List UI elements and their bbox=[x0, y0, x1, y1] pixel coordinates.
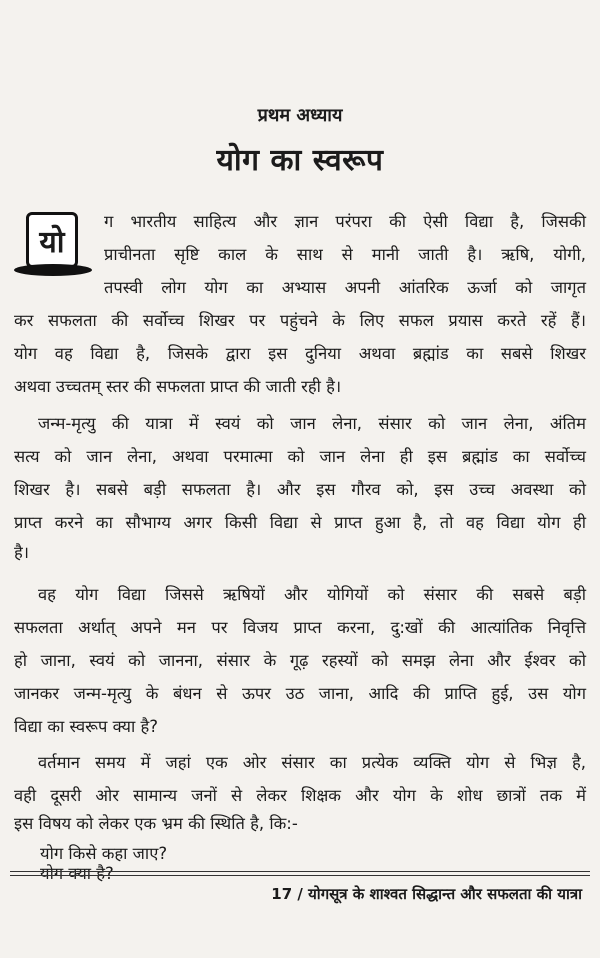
text-line: वही दूसरी ओर सामान्य जनों से लेकर शिक्षक और योग के शोध छात्रों तक में bbox=[14, 786, 586, 805]
text-line: प्राचीनता सृष्टि काल के साथ से मानी जाती है। ऋषि, योगी, bbox=[104, 245, 586, 264]
running-title: योगसूत्र के शाश्वत सिद्धान्त और सफलता की यात्रा bbox=[308, 885, 582, 903]
text-line: तपस्वी लोग योग का अभ्यास अपनी आंतरिक ऊर्जा को जागृत bbox=[104, 278, 586, 297]
drop-cap-base bbox=[14, 264, 92, 276]
text-line: शिखर है। सबसे बड़ी सफलता है। और इस गौरव को, इस उच्च अवस्था को bbox=[14, 480, 586, 499]
footer-rule bbox=[10, 871, 590, 876]
text-line: विद्या का स्वरूप क्या है? bbox=[14, 717, 159, 736]
text-line: जन्म-मृत्यु की यात्रा में स्वयं को जान लेना, संसार को जान लेना, अंतिम bbox=[38, 414, 586, 433]
text-line: इस विषय को लेकर एक भ्रम की स्थिति है, कि:- bbox=[14, 814, 298, 833]
page-footer bbox=[271, 884, 582, 904]
text-line: सत्य को जान लेना, अथवा परमात्मा को जान लेना ही इस ब्रह्मांड का सर्वोच्च bbox=[14, 447, 586, 466]
drop-cap bbox=[14, 212, 92, 276]
footer-separator: / bbox=[297, 885, 303, 903]
text-line: वह योग विद्या जिससे ऋषियों और योगियों को संसार की सबसे बड़ी bbox=[38, 585, 586, 604]
chapter-title: योग का स्वरूप bbox=[216, 143, 384, 178]
text-line: अथवा उच्चतम् स्तर की सफलता प्राप्त की जाती रही है। bbox=[14, 377, 342, 396]
page-number: 17 bbox=[271, 885, 293, 903]
text-line: है। bbox=[14, 543, 30, 562]
text-line: जानकर जन्म-मृत्यु के बंधन से ऊपर उठ जाना, आदि की प्राप्ति हुई, उस योग bbox=[14, 684, 586, 703]
question-line: योग किसे कहा जाए? bbox=[40, 844, 168, 863]
text-line: कर सफलता की सर्वोच्च शिखर पर पहुंचने के लिए सफल प्रयास करते रहें हैं। bbox=[14, 311, 586, 330]
text-line: वर्तमान समय में जहां एक ओर संसार का प्रत्येक व्यक्ति योग से भिज्ञ है, bbox=[38, 753, 586, 772]
text-line: योग वह विद्या है, जिसके द्वारा इस दुनिया अथवा ब्रह्मांड का सबसे शिखर bbox=[14, 344, 586, 363]
text-line: हो जाना, स्वयं को जानना, संसार के गूढ़ रहस्यों को समझ लेना और ईश्वर को bbox=[14, 651, 586, 670]
text-line: प्राप्त करने का सौभाग्य अगर किसी विद्या से प्राप्त हुआ है, तो वह विद्या योग ही bbox=[14, 513, 586, 532]
text-line: ग भारतीय साहित्य और ज्ञान परंपरा की ऐसी विद्या है, जिसकी bbox=[104, 212, 586, 231]
chapter-label: प्रथम अध्याय bbox=[257, 105, 343, 126]
question-line: योग क्या है? bbox=[40, 864, 114, 883]
drop-cap-letter: यो bbox=[26, 212, 78, 268]
text-line: सफलता अर्थात् अपने मन पर विजय प्राप्त करना, दु:खों की आत्यांतिक निवृत्ति bbox=[14, 618, 586, 637]
